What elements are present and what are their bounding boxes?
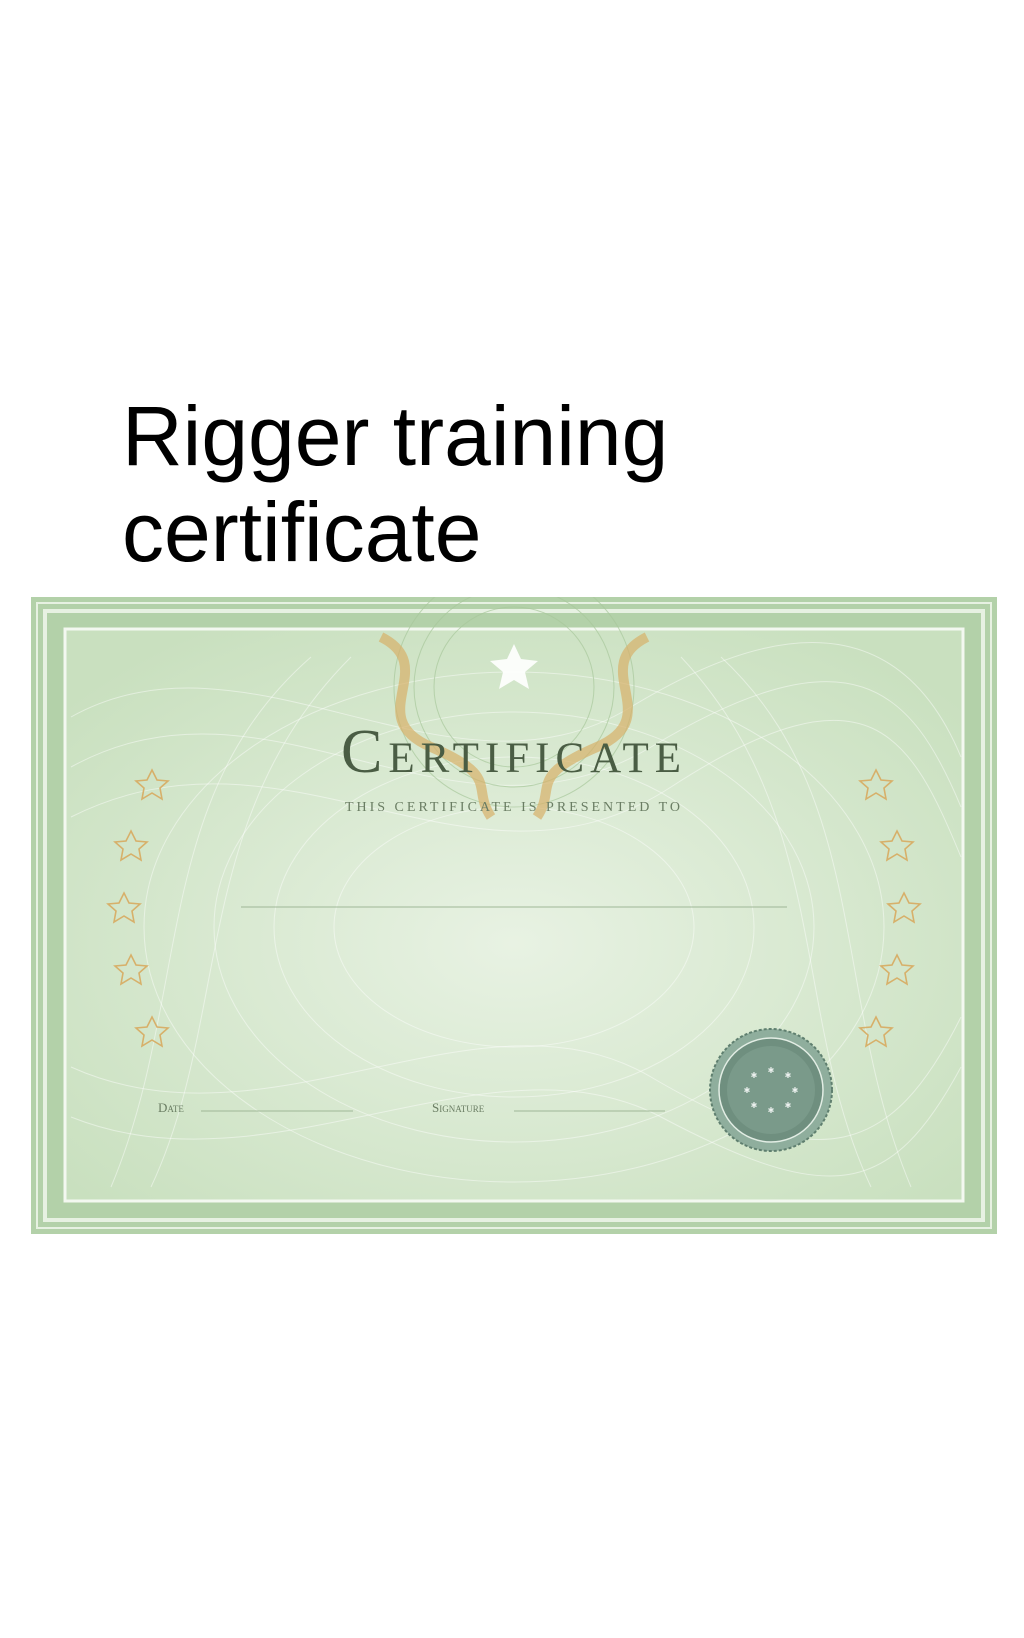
certificate-panel [65,629,963,1201]
seal-icon [710,1029,832,1151]
date-label: Date [158,1100,184,1115]
page-title: Rigger training certificate [122,389,669,579]
svg-text:✱: ✱ [743,1086,751,1095]
certificate-heading: Certificate [340,718,688,786]
certificate-subheading: This certificate is presented to [344,800,684,815]
svg-text:✱: ✱ [750,1071,758,1080]
svg-text:✱: ✱ [767,1066,775,1075]
certificate-image [31,597,997,1234]
svg-text:✱: ✱ [750,1101,758,1110]
svg-text:✱: ✱ [784,1071,792,1080]
signature-label: Signature [432,1100,485,1115]
svg-text:✱: ✱ [784,1101,792,1110]
svg-text:✱: ✱ [791,1086,799,1095]
svg-text:✱: ✱ [767,1106,775,1115]
